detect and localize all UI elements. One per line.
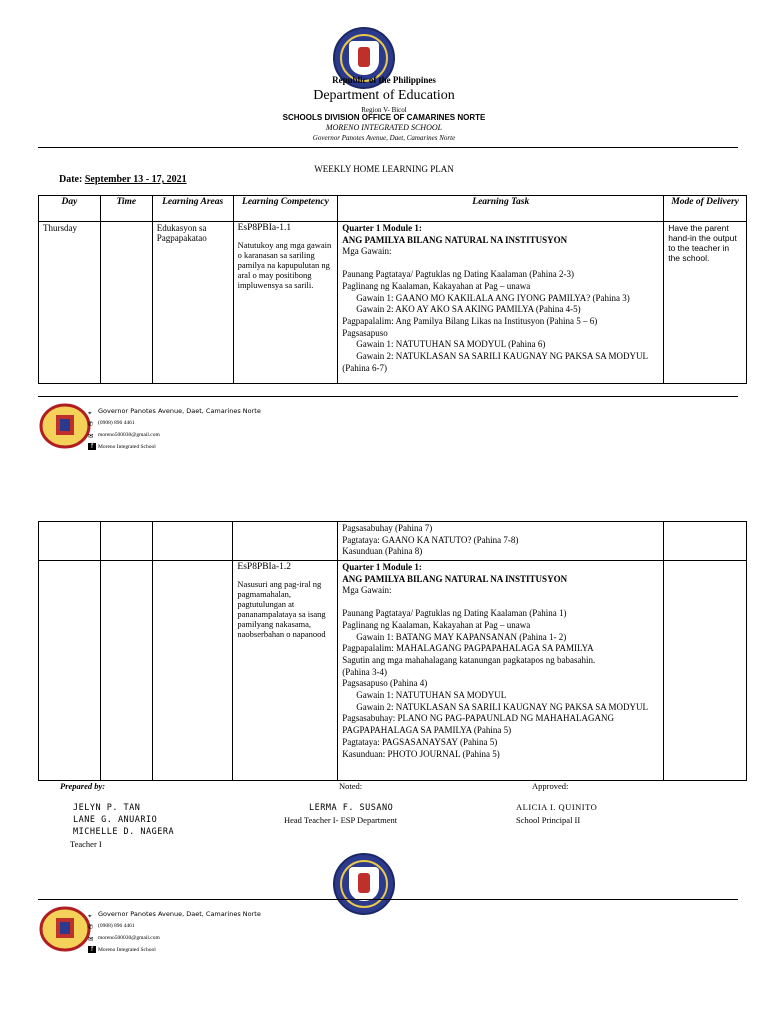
footer-address: Governor Panotes Avenue, Daet, Camarines Norte	[98, 407, 261, 415]
task-line: (Pahina 3-4)	[342, 666, 388, 677]
footer-divider	[38, 899, 738, 900]
department-title: Department of Education	[313, 88, 455, 103]
competency-cell	[233, 522, 338, 561]
task-line: Pagtataya: GAANO KA NATUTO? (Pahina 7-8)	[342, 534, 519, 545]
task-line: Kasunduan (Pahina 8)	[342, 546, 423, 557]
time-cell	[100, 222, 152, 384]
task-line: Quarter 1 Module 1:	[342, 223, 422, 233]
time-cell	[100, 561, 152, 781]
learning-area-cell	[152, 561, 233, 781]
delivery-cell	[664, 522, 747, 561]
task-line: Gawain 1: BATANG MAY KAPANSANAN (Pahina 1- 2)	[356, 631, 567, 642]
competency-cell	[233, 222, 338, 384]
deped-seal-icon	[333, 853, 395, 915]
competency-code: EsP8PBIa-1.2	[237, 562, 291, 572]
task-line: Mga Gawain:	[342, 246, 392, 257]
approved-title: School Principal II	[516, 815, 581, 825]
school-address: Governor Panotes Avenue, Daet, Camarines Norte	[312, 134, 456, 142]
task-line: ANG PAMILYA BILANG NATURAL NA INSTITUSYON	[342, 234, 568, 245]
footer-email: moreno500030@gmail.com	[98, 432, 160, 438]
noted-title: Head Teacher I- ESP Department	[284, 815, 398, 825]
location-icon: ⌖	[88, 911, 92, 920]
teacher-name: MICHELLE D. NAGERA	[73, 827, 175, 837]
prepared-names	[73, 802, 174, 838]
date-value: September 13 - 17, 2021	[84, 174, 187, 185]
footer-contacts	[88, 909, 261, 956]
task-line: Paunang Pagtataya/ Pagtuklas ng Dating Kaalaman (Pahina 1)	[342, 608, 567, 619]
task-line	[342, 597, 659, 608]
task-line: Gawain 1: GAANO MO KAKILALA ANG IYONG PAMILYA? (Pahina 3)	[356, 292, 630, 303]
delivery-cell	[664, 561, 747, 781]
footer-contacts	[88, 406, 261, 453]
footer-phone: (0908) 896 4461	[98, 923, 135, 929]
day-cell	[39, 561, 101, 781]
task-line: Gawain 2: AKO AY AKO SA AKING PAMILYA (Pahina 4-5)	[356, 304, 581, 315]
time-cell	[100, 522, 152, 561]
phone-icon: ✆	[88, 922, 94, 931]
header-mode-of-delivery: Mode of Delivery	[664, 196, 747, 222]
teacher-name: LANE G. ANUARIO	[73, 815, 158, 825]
republic-text: Republic of the Philippines	[332, 75, 436, 85]
email-icon: ✉	[88, 934, 94, 943]
task-line: Pagsasabuhay (Pahina 7)	[342, 523, 433, 533]
prepared-label: Prepared by:	[60, 781, 106, 791]
task-line: Quarter 1 Module 1:	[342, 562, 422, 572]
approved-label: Approved:	[532, 781, 569, 791]
teacher-name: JELYN P. TAN	[73, 803, 141, 813]
task-line: Pagpapalalim: Ang Pamilya Bilang Likas na Institusyon (Pahina 5 – 6)	[342, 315, 598, 326]
date-label: Date:	[59, 174, 83, 185]
approved-name: ALICIA I. QUINITO	[516, 802, 598, 812]
task-line: Mga Gawain:	[342, 585, 392, 596]
noted-name: LERMA F. SUSANO	[309, 803, 394, 813]
noted-label: Noted:	[339, 781, 363, 791]
facebook-icon: f	[88, 443, 96, 450]
task-line	[342, 258, 659, 269]
footer-phone: (0908) 896 4461	[98, 420, 135, 426]
learning-task-cell	[338, 222, 664, 384]
header-time: Time	[100, 196, 152, 222]
footer-email: moreno500030@gmail.com	[98, 935, 160, 941]
day-cell	[39, 522, 101, 561]
task-line: ANG PAMILYA BILANG NATURAL NA INSTITUSYON	[342, 573, 568, 584]
learning-plan-table-page1	[38, 195, 747, 384]
task-line: Gawain 2: NATUKLASAN SA SARILI KAUGNAY NG PAKSA SA MODYUL	[356, 701, 649, 712]
task-line: Pagpapalalim: MAHALAGANG PAGPAPAHALAGA SA PAMILYA	[342, 643, 594, 654]
competency-text: Natutukoy ang mga gawain o karanasan sa sariling pamilya na kapupulutan ng aral o may positibong impluwensya sa sarili.	[237, 240, 332, 290]
phone-icon: ✆	[88, 419, 94, 428]
moreno-school-logo	[38, 403, 92, 454]
task-line: Gawain 1: NATUTUHAN SA MODYUL (Pahina 6)	[356, 339, 546, 350]
header-divider	[38, 147, 738, 148]
day-cell: Thursday	[39, 222, 101, 384]
footer-address: Governor Panotes Avenue, Daet, Camarines Norte	[98, 910, 261, 918]
plan-title: WEEKLY HOME LEARNING PLAN	[314, 164, 454, 174]
header-learning-competency: Learning Competency	[233, 196, 338, 222]
learning-task-cell	[338, 561, 664, 781]
task-line: Pagsasapuso	[342, 327, 388, 338]
teacher-title: Teacher I	[70, 839, 102, 849]
school-name: MORENO INTEGRATED SCHOOL	[325, 123, 443, 132]
task-line: Paglinang ng Kaalaman, Kakayahan at Pag – unawa	[342, 619, 531, 630]
header-learning-areas: Learning Areas	[152, 196, 233, 222]
email-icon: ✉	[88, 431, 94, 440]
task-line: Paglinang ng Kaalaman, Kakayahan at Pag – unawa	[342, 280, 531, 291]
task-line: Sagutin ang mga mahahalagang katanungan pagkatapos ng babasahin.	[342, 654, 596, 665]
task-line: (Pahina 6-7)	[342, 362, 388, 373]
date-line	[59, 174, 187, 185]
learning-plan-table-page2	[38, 521, 747, 781]
learning-task-cell	[338, 522, 664, 561]
footer-facebook: Moreno Integrated School	[98, 444, 156, 450]
region-text: Region V- Bicol	[361, 106, 407, 114]
task-line: Pagsasapuso (Pahina 4)	[342, 678, 428, 689]
moreno-school-logo	[38, 906, 92, 957]
learning-area-cell	[152, 522, 233, 561]
competency-cell	[233, 561, 338, 781]
location-icon: ⌖	[88, 408, 92, 417]
delivery-cell: Have the parent hand-in the output to the teacher in the school.	[664, 222, 747, 384]
task-line: PAGPAPAHALAGA SA PAMILYA (Pahina 5)	[342, 725, 512, 736]
task-line: Kasunduan: PHOTO JOURNAL (Pahina 5)	[342, 748, 500, 759]
header-learning-task: Learning Task	[338, 196, 664, 222]
header-day: Day	[39, 196, 101, 222]
task-line: Pagsasabuhay: PLANO NG PAG-PAPAUNLAD NG MAHAHALAGANG	[342, 713, 615, 724]
competency-code: EsP8PBIa-1.1	[237, 223, 292, 233]
task-line: Gawain 1: NATUTUHAN SA MODYUL	[356, 690, 507, 701]
division-text: SCHOOLS DIVISION OFFICE OF CAMARINES NORTE	[282, 113, 486, 122]
footer-facebook: Moreno Integrated School	[98, 947, 156, 953]
facebook-icon: f	[88, 946, 96, 953]
task-line: Paunang Pagtataya/ Pagtuklas ng Dating Kaalaman (Pahina 2-3)	[342, 269, 574, 280]
task-line: Gawain 2: NATUKLASAN SA SARILI KAUGNAY NG PAKSA SA MODYUL	[356, 351, 649, 362]
learning-area-cell: Edukasyon sa Pagpapakatao	[152, 222, 233, 384]
task-line: Pagtataya: PAGSASANAYSAY (Pahina 5)	[342, 736, 498, 747]
footer-divider	[38, 396, 738, 397]
competency-text: Nasusuri ang pag-iral ng pagmamahalan, pagtutulungan at pananampalataya sa isang pamilyang nakasama, naobserbahan o napanood	[237, 579, 326, 639]
